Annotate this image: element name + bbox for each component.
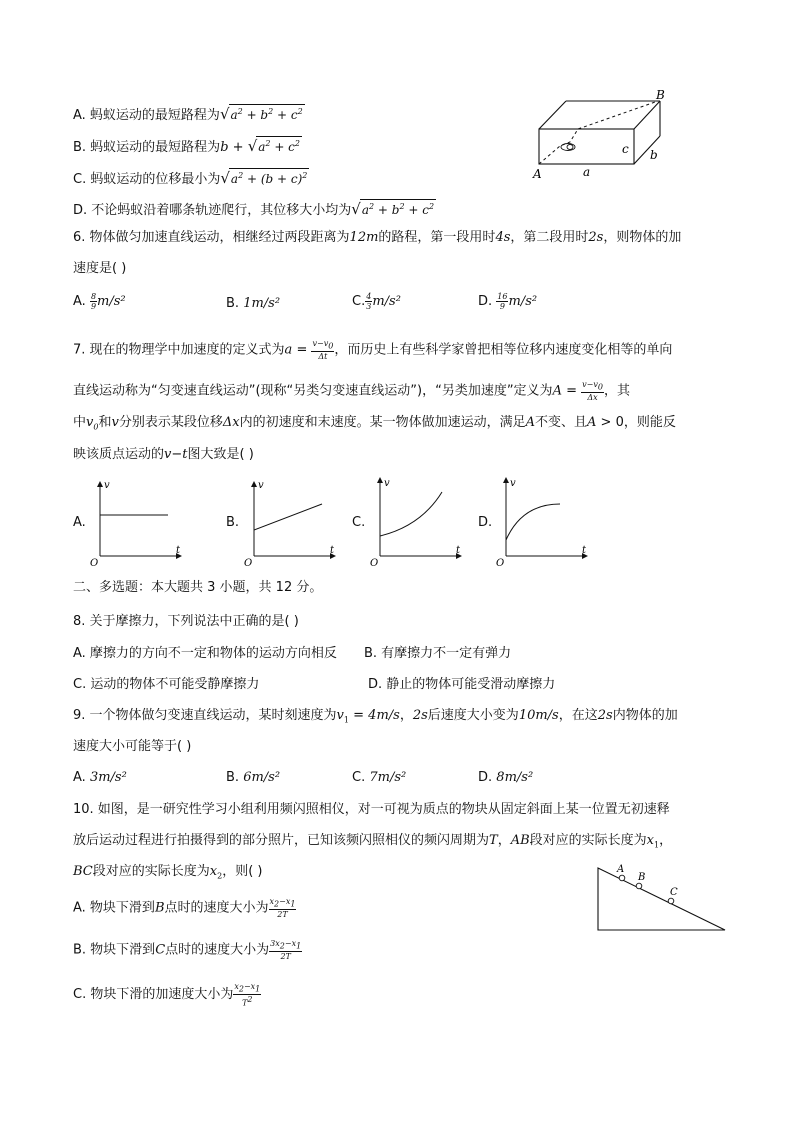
- q9-option-a-label: A.: [73, 770, 86, 785]
- q6-option-d-unit: m/s²: [508, 294, 538, 309]
- q9-option-a: [73, 769, 127, 787]
- q7-line-3d: 内的初速度和末速度。某一物体做加速运动，满足: [239, 415, 526, 430]
- q6-option-b-label: B.: [226, 296, 240, 311]
- q6-option-b-value: 1m/s²: [243, 296, 281, 311]
- q10-label-A: A: [617, 864, 625, 875]
- q5-label-a: a: [583, 165, 591, 179]
- q7-line-2a: 直线运动称为“匀变速直线运动”(现称“另类匀变速直线运动”)，“另类加速度”定义为: [73, 383, 553, 399]
- q7-graph-d-label: D.: [478, 515, 493, 530]
- q6-stem: [73, 229, 681, 247]
- q9-option-b-value: 6m/s²: [243, 770, 281, 785]
- q7-graph-b-v-label: v: [258, 480, 264, 491]
- q6-option-a: [73, 292, 126, 311]
- q6-option-d-label: D.: [478, 294, 493, 309]
- q7-graph-a-t-label: t: [176, 545, 181, 556]
- q7-line-4: 映该质点运动的v−t图大致是( ): [73, 447, 254, 462]
- q7-graph-c: [366, 474, 466, 570]
- q6-stem-1: 6. 物体做匀加速直线运动，相继经过两段距离为: [73, 230, 350, 245]
- q10-line-2a: 放后运动过程进行拍摄得到的部分照片，已知该频闪照相仪的频闪周期为: [73, 833, 490, 848]
- q5-option-d-text: D. 不论蚂蚁沿着哪条轨迹爬行，其位移大小均为: [73, 203, 352, 218]
- q6-stem-3: ，第二段用时: [510, 230, 589, 245]
- q6-option-d-num: 16: [497, 292, 508, 301]
- q6-stem-cont: 速度是( ): [73, 261, 127, 276]
- q6-option-c-num: 4: [366, 292, 372, 301]
- q9-stem-cont: 速度大小可能等于( ): [73, 739, 192, 754]
- q10-line-3b: ，则( ): [222, 864, 263, 879]
- q7-line-3f: ，则能反: [623, 415, 676, 430]
- q8-option-d: D. 静止的物体可能受滑动摩擦力: [368, 677, 556, 692]
- q8-option-a: A. 摩擦力的方向不一定和物体的运动方向相反: [73, 646, 337, 661]
- q10-line-1: 10. 如图，是一研究性学习小组利用频闪照相仪，对一可视为质点的物块从固定斜面上某一位置无初速释: [73, 802, 670, 817]
- q10-option-b-2: 点时的速度大小为: [165, 942, 270, 958]
- q5-option-c: C. 蚂蚁运动的位移最小为$√a^2 + (b + c)^2$: [73, 169, 308, 187]
- q7-graph-a-origin: O: [90, 558, 99, 569]
- q6-option-b: [226, 295, 280, 313]
- q6-option-a-fraction: [90, 292, 97, 311]
- q6-option-c-unit: m/s²: [372, 294, 401, 309]
- q7-graph-d-v-label: v: [510, 478, 516, 489]
- q6-t2: 2s: [588, 230, 604, 245]
- section-2-title: 二、多选题：本大题共 3 小题，共 12 分。: [73, 580, 323, 595]
- q10-line-3: BC段对应的实际长度为$x_2$，则( ): [73, 864, 263, 881]
- q5-option-b-text: B. 蚂蚁运动的最短路程为: [73, 140, 221, 155]
- q7-graph-b: [240, 478, 340, 570]
- q7-graph-a-v-label: v: [104, 480, 110, 491]
- q9-stem-4: ，在这: [558, 708, 598, 723]
- q7-line-3a: 中: [73, 415, 87, 430]
- q10-line-2c: 段对应的实际长度为: [529, 833, 647, 848]
- q10-label-B: B: [638, 872, 646, 883]
- q5-option-d: D. 不论蚂蚁沿着哪条轨迹爬行，其位移大小均为$√a^2 + b^2 + c^2$: [73, 200, 435, 218]
- q7-graph-b-label: B.: [226, 515, 240, 530]
- q10-line-3a: 段对应的实际长度为: [92, 864, 210, 879]
- q6-option-a-num: 8: [90, 292, 97, 301]
- q5-label-B: B: [656, 88, 665, 102]
- q9-option-b: [226, 769, 280, 787]
- q10-label-C: C: [670, 887, 678, 898]
- q5-option-c-text: C. 蚂蚁运动的位移最小为: [73, 172, 221, 187]
- q7-line-4b: 图大致是( ): [187, 447, 254, 462]
- q5-option-a: A. 蚂蚁运动的最短路程为$√a^2 + b^2 + c^2$: [73, 105, 303, 123]
- q9-stem-2: ，: [399, 708, 413, 723]
- q8-stem: 8. 关于摩擦力，下列说法中正确的是( ): [73, 614, 299, 629]
- q7-line-2b: ，其: [603, 383, 630, 399]
- q7-graph-c-label: C.: [352, 515, 366, 530]
- q5-option-a-text: A. 蚂蚁运动的最短路程为: [73, 108, 220, 123]
- q8-option-c: C. 运动的物体不可能受静摩擦力: [73, 677, 260, 692]
- q6-option-d-den: 9: [499, 302, 505, 311]
- q9-stem-3: 后速度大小变为: [427, 708, 519, 723]
- q5-label-b: b: [650, 148, 658, 162]
- q9-stem: 9. 一个物体做匀变速直线运动，某时刻速度为$v_1 = 4m/s$，2s后速度大小变为10m/s，在这2s内物体的加: [73, 708, 678, 725]
- q7-graph-b-t-label: t: [330, 545, 335, 556]
- q7-line-1a: 7. 现在的物理学中加速度的定义式为: [73, 342, 285, 358]
- q7-graph-c-origin: O: [370, 558, 379, 569]
- q6-option-a-label: A.: [73, 294, 86, 309]
- q7-graph-a-label: A.: [73, 515, 86, 530]
- q9-option-c-value: 7m/s²: [369, 770, 407, 785]
- q6-option-d-fraction: [496, 292, 508, 311]
- q7-line-3c: 分别表示某段位移: [118, 415, 223, 430]
- q9-stem-1: 9. 一个物体做匀变速直线运动，某时刻速度为: [73, 708, 337, 723]
- q7-line-3e: 不变、且: [535, 415, 588, 430]
- q7-line-1b: ，而历史上有些科学家曾把相等位移内速度变化相等的单向: [334, 342, 673, 358]
- q5-box-figure: [528, 86, 676, 182]
- q6-stem-4: ，则物体的加: [603, 230, 682, 245]
- q7-graph-c-t-label: t: [456, 545, 461, 556]
- q7-graph-d: [492, 474, 592, 570]
- q9-option-a-value: 3m/s²: [89, 770, 127, 785]
- q7-graph-b-origin: O: [244, 558, 253, 569]
- q9-option-c: [352, 769, 406, 787]
- q7-line-4a: 映该质点运动的: [73, 447, 165, 462]
- q6-option-c-label: C.: [352, 294, 366, 309]
- q10-option-c: C. 物块下滑的加速度大小为 $\frac{x_2-x_1}{T^2}$: [73, 982, 261, 1008]
- q9-option-b-label: B.: [226, 770, 240, 785]
- q6-option-d: [478, 292, 537, 311]
- q6-option-a-unit: m/s²: [97, 294, 126, 309]
- q10-option-b: B. 物块下滑到C点时的速度大小为 $\frac{3x_2-x_1}{2T}$: [73, 939, 302, 961]
- q10-line-2: 放后运动过程进行拍摄得到的部分照片，已知该频闪照相仪的频闪周期为T，AB段对应的实际长度为$x_1$，: [73, 833, 673, 850]
- q6-t1: 4s: [495, 230, 511, 245]
- q9-option-d-label: D.: [478, 770, 493, 785]
- q6-stem-2: 的路程，第一段用时: [378, 230, 496, 245]
- q6-option-c: [352, 292, 401, 311]
- q7-line-3: 中$v_0$和v分别表示某段位移Δx内的初速度和末速度。某一物体做加速运动，满足A不变、且A > 0，则能反: [73, 415, 676, 432]
- q10-option-c-1: C. 物块下滑的加速度大小为: [73, 987, 234, 1003]
- q5-label-c: c: [622, 142, 629, 156]
- q10-option-b-1: B. 物块下滑到: [73, 942, 156, 958]
- q9-option-d: [478, 769, 533, 787]
- q6-option-a-den: 9: [90, 302, 97, 311]
- q7-graph-d-t-label: t: [582, 545, 587, 556]
- q7-graph-d-origin: O: [496, 558, 505, 569]
- q10-line-2b: ，: [497, 833, 511, 848]
- q10-incline-figure: [592, 858, 732, 934]
- q7-line-2: 直线运动称为“匀变速直线运动”(现称“另类匀变速直线运动”)，“另类加速度”定义为A = $\frac{v-v_0}{\Delta x}$ ，其: [73, 380, 630, 402]
- q8-option-b: B. 有摩擦力不一定有弹力: [364, 646, 512, 661]
- q5-option-b: B. 蚂蚁运动的最短路程为$b + √a^2 + c^2$: [73, 137, 300, 155]
- q7-graph-c-v-label: v: [384, 478, 390, 489]
- q6-option-c-den: 3: [366, 302, 372, 311]
- q9-option-c-label: C.: [352, 770, 366, 785]
- q10-option-a: A. 物块下滑到B点时的速度大小为 $\frac{x_2-x_1}{2T}$: [73, 897, 296, 919]
- q9-option-d-value: 8m/s²: [496, 770, 534, 785]
- q10-option-a-1: A. 物块下滑到: [73, 900, 155, 916]
- q5-label-A: A: [533, 167, 542, 181]
- q7-graph-a: [86, 478, 186, 570]
- q7-line-1: 7. 现在的物理学中加速度的定义式为a = $\frac{v-v_0}{\Delta t}$ ，而历史上有些科学家曾把相等位移内速度变化相等的单向: [73, 339, 673, 361]
- q10-option-a-2: 点时的速度大小为: [164, 900, 269, 916]
- q7-line-3b: 和: [98, 415, 112, 430]
- q6-distance: 12m: [349, 230, 379, 245]
- q9-stem-5: 内物体的加: [612, 708, 678, 723]
